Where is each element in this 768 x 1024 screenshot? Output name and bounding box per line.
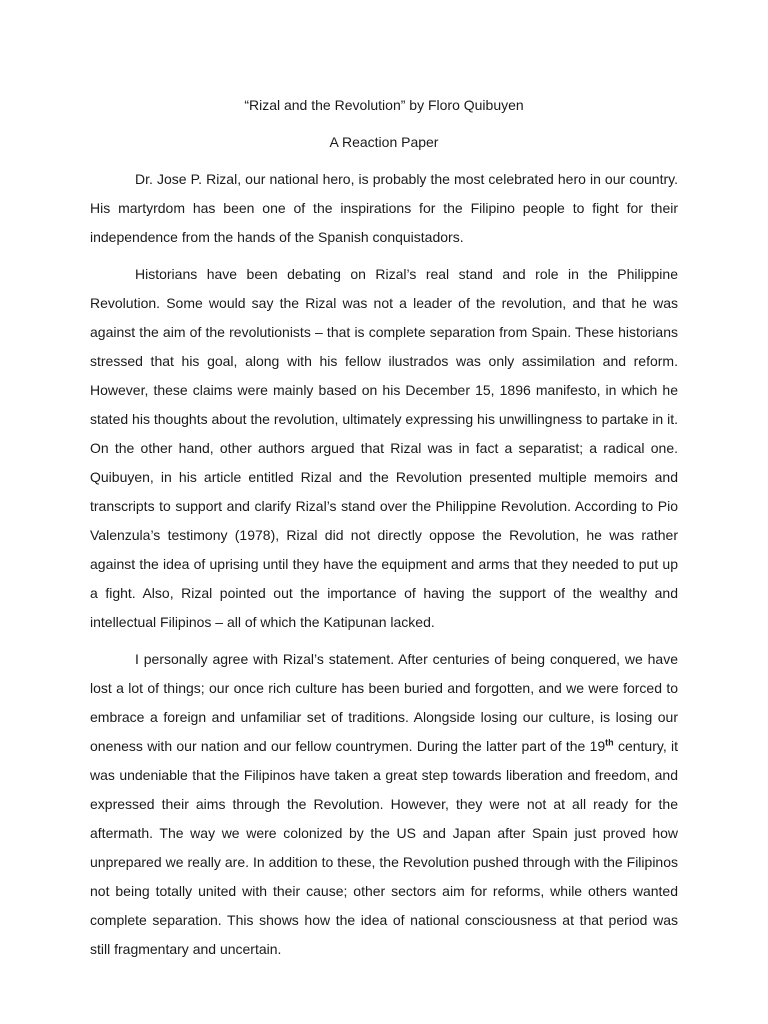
paragraph-1: Dr. Jose P. Rizal, our national hero, is probably the most celebrated hero in our country. His martyrdom has been one of the inspirations for the Filipino people to fight for their independence from the hands of the Spanish conquistadors. <box>90 171 678 245</box>
document-subtitle: A Reaction Paper <box>329 134 439 150</box>
ordinal-superscript: th <box>605 737 614 748</box>
document-page <box>90 91 678 964</box>
paragraph-3 <box>90 645 678 964</box>
document-title: “Rizal and the Revolution” by Floro Quibuyen <box>244 97 524 113</box>
paragraph-2: Historians have been debating on Rizal’s real stand and role in the Philippine Revolution. Some would say the Rizal was not a leader of the revolution, and that he was against the aim of the revolutionists – that is complete separation from Spain. These historians stressed that his goal, along with his fellow ilustrados was only assimilation and reform. However, these claims were mainly based on his December 15, 1896 manifesto, in which he stated his thoughts about the revolution, ultimately expressing his unwillingness to partake in it. On the other hand, other authors argued that Rizal was in fact a separatist; a radical one. Quibuyen, in his article entitled Rizal and the Revolution presented multiple memoirs and transcripts to support and clarify Rizal’s stand over the Philippine Revolution. According to Pio Valenzula’s testimony (1978), Rizal did not directly oppose the Revolution, he was rather against the idea of uprising until they have the equipment and arms that they needed to put up a fight. Also, Rizal pointed out the importance of having the support of the wealthy and intellectual Filipinos – all of which the Katipunan lacked. <box>90 266 678 630</box>
paragraph-3-text-end: century, it was undeniable that the Filipinos have taken a great step towards liberation and freedom, and expressed their aims through the Revolution. However, they were not at all ready for the aftermath. The way we were colonized by the US and Japan after Spain just proved how unprepared we really are. In addition to these, the Revolution pushed through with the Filipinos not being totally united with their cause; other sectors aim for reforms, while others wanted complete separation. This shows how the idea of national consciousness at that period was still fragmentary and uncertain. <box>90 738 678 957</box>
paragraph-3-text-start: I personally agree with Rizal’s statement. After centuries of being conquered, we have lost a lot of things; our once rich culture has been buried and forgotten, and we were forced to embrace a foreign and unfamiliar set of traditions. Alongside losing our culture, is losing our oneness with our nation and our fellow countrymen. During the latter part of the 19 <box>90 651 678 754</box>
